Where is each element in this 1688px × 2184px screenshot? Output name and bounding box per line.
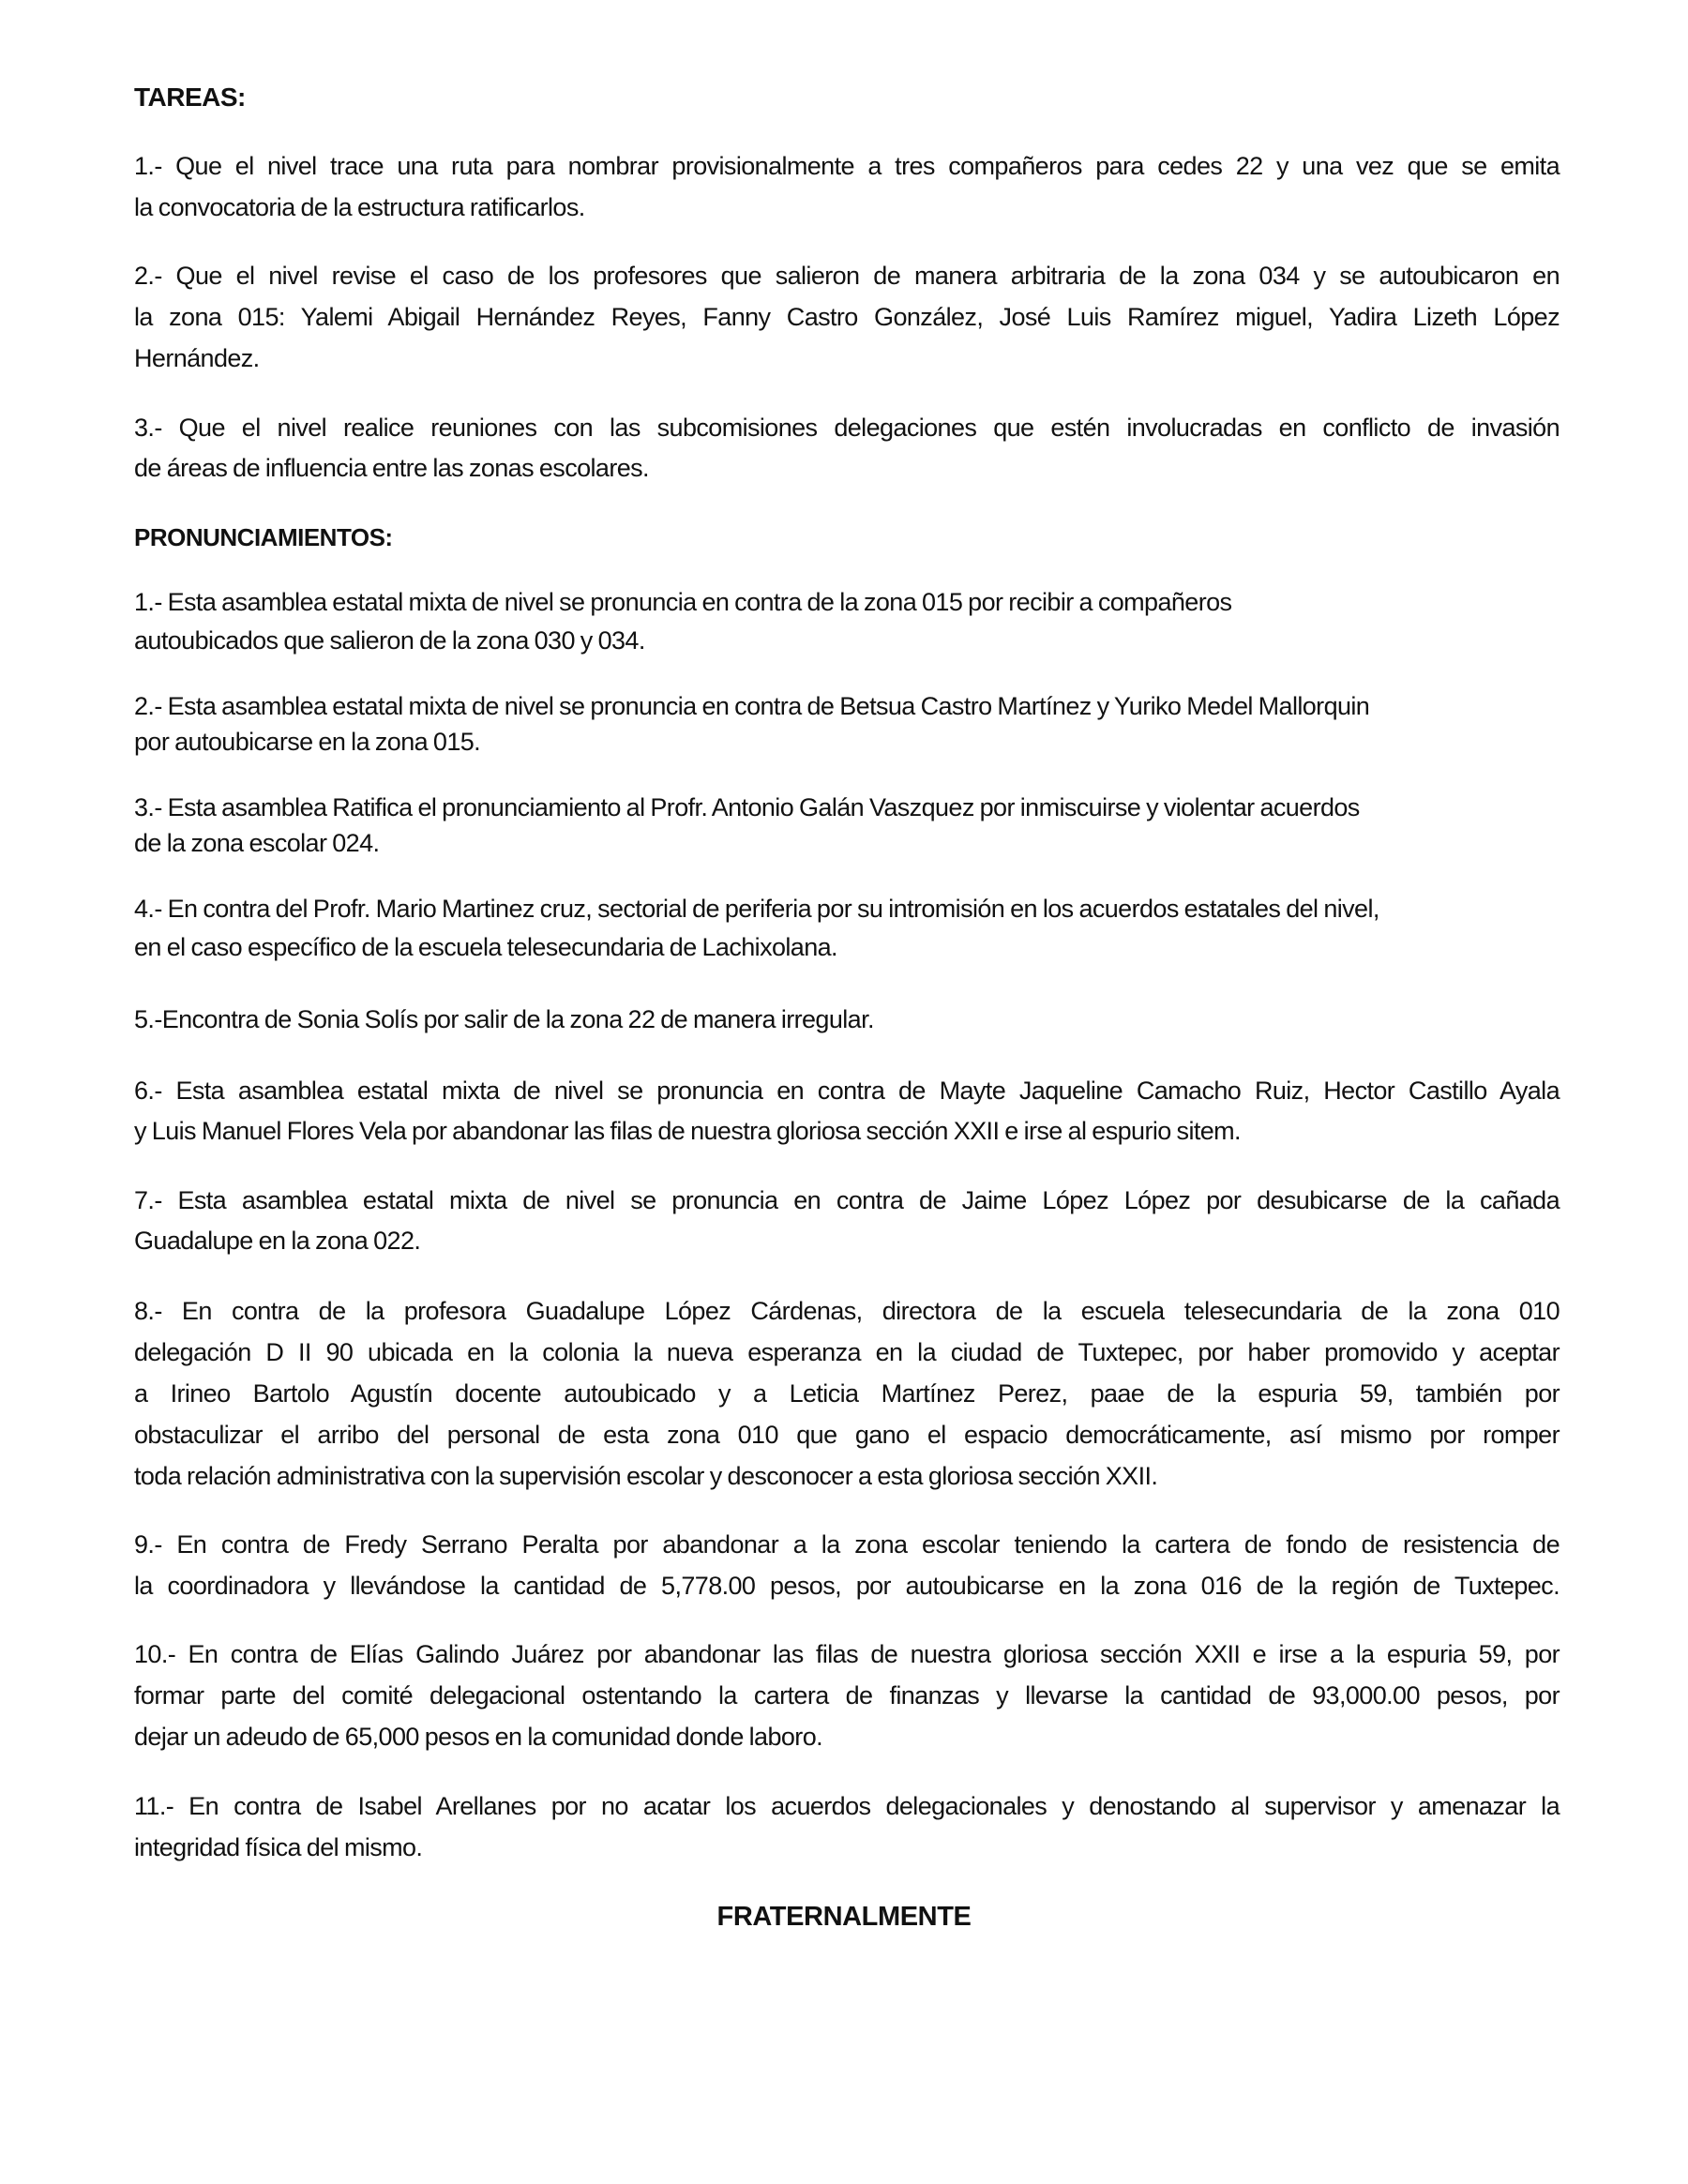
- text-line: 1.- Que el nivel trace una ruta para nombrar provisionalmente a tres compañeros para cedes 22 y una vez que se emita: [134, 152, 1560, 180]
- text-line: 9.- En contra de Fredy Serrano Peralta por abandonar a la zona escolar teniendo la cartera de fondo de resistencia de: [134, 1530, 1560, 1559]
- text-line: dejar un adeudo de 65,000 pesos en la comunidad donde laboro.: [134, 1723, 823, 1751]
- text-line: 10.- En contra de Elías Galindo Juárez por abandonar las filas de nuestra gloriosa sección XXII e irse a la espuria 59, por: [134, 1640, 1560, 1668]
- text-line: 5.-Encontra de Sonia Solís por salir de la zona 22 de manera irregular.: [134, 1005, 874, 1033]
- closing-salutation: FRATERNALMENTE: [716, 1902, 972, 1932]
- text-line: 1.- Esta asamblea estatal mixta de nivel se pronuncia en contra de la zona 015 por recibir a compañeros: [134, 588, 1232, 616]
- text-line: 8.- En contra de la profesora Guadalupe López Cárdenas, directora de la escuela telesecundaria de la zona 010: [134, 1297, 1560, 1325]
- text-line: la zona 015: Yalemi Abigail Hernández Reyes, Fanny Castro González, José Luis Ramírez miguel, Yadira Lizeth López: [134, 303, 1560, 331]
- text-line: 11.- En contra de Isabel Arellanes por no acatar los acuerdos delegacionales y denostando al supervisor y amenazar la: [134, 1792, 1560, 1820]
- text-line: autoubicados que salieron de la zona 030 y 034.: [134, 626, 645, 655]
- text-line: delegación D II 90 ubicada en la colonia la nueva esperanza en la ciudad de Tuxtepec, por haber promovido y aceptar: [134, 1338, 1560, 1366]
- text-line: 6.- Esta asamblea estatal mixta de nivel se pronuncia en contra de Mayte Jaqueline Camacho Ruiz, Hector Castillo Ayala: [134, 1077, 1560, 1105]
- text-line: 2.- Esta asamblea estatal mixta de nivel se pronuncia en contra de Betsua Castro Martínez y Yuriko Medel Mallorquin: [134, 692, 1370, 720]
- text-line: Guadalupe en la zona 022.: [134, 1227, 421, 1255]
- text-line: formar parte del comité delegacional ostentando la cartera de finanzas y llevarse la cantidad de 93,000.00 pesos, por: [134, 1681, 1560, 1710]
- text-line: la coordinadora y llevándose la cantidad de 5,778.00 pesos, por autoubicarse en la zona 016 de la región de Tuxtepec.: [134, 1572, 1560, 1600]
- text-line: en el caso específico de la escuela telesecundaria de Lachixolana.: [134, 933, 837, 961]
- text-line: de áreas de influencia entre las zonas escolares.: [134, 454, 649, 482]
- text-line: Hernández.: [134, 344, 260, 372]
- text-line: 7.- Esta asamblea estatal mixta de nivel se pronuncia en contra de Jaime López López por desubicarse de la cañada: [134, 1186, 1560, 1214]
- text-line: 4.- En contra del Profr. Mario Martinez cruz, sectorial de periferia por su intromisión en los acuerdos estatales del nivel,: [134, 895, 1379, 923]
- text-line: integridad física del mismo.: [134, 1833, 423, 1861]
- tareas-heading: TAREAS:: [134, 83, 246, 112]
- text-line: la convocatoria de la estructura ratificarlos.: [134, 193, 585, 221]
- text-line: de la zona escolar 024.: [134, 829, 380, 857]
- text-line: 3.- Esta asamblea Ratifica el pronunciamiento al Profr. Antonio Galán Vaszquez por inmiscuirse y violentar acuerdos: [134, 793, 1360, 821]
- text-line: por autoubicarse en la zona 015.: [134, 728, 481, 756]
- text-line: toda relación administrativa con la supervisión escolar y desconocer a esta gloriosa sección XXII.: [134, 1462, 1158, 1490]
- text-line: obstaculizar el arribo del personal de esta zona 010 que gano el espacio democráticamente, así mismo por romper: [134, 1421, 1560, 1449]
- text-line: 2.- Que el nivel revise el caso de los profesores que salieron de manera arbitraria de la zona 034 y se autoubicaron en: [134, 262, 1560, 290]
- pronunciamientos-heading: PRONUNCIAMIENTOS:: [134, 523, 393, 551]
- text-line: y Luis Manuel Flores Vela por abandonar las filas de nuestra gloriosa sección XXII e irse al espurio sitem.: [134, 1117, 1241, 1145]
- text-line: a Irineo Bartolo Agustín docente autoubicado y a Leticia Martínez Perez, paae de la espuria 59, también por: [134, 1379, 1560, 1408]
- text-line: 3.- Que el nivel realice reuniones con las subcomisiones delegaciones que estén involucradas en conflicto de invasión: [134, 414, 1560, 442]
